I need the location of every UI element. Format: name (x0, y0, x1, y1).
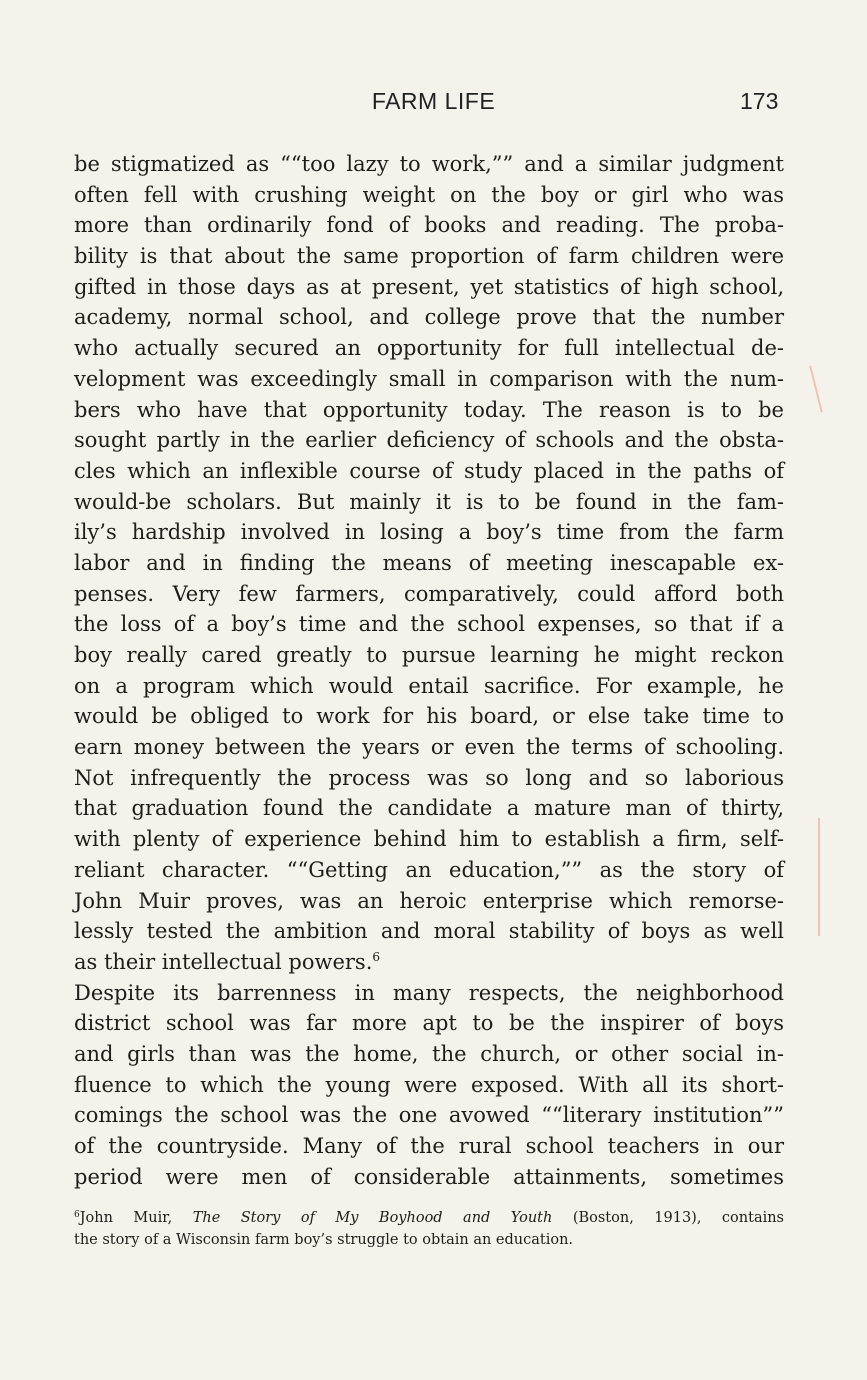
text-line: Not infrequently the process was so long and so laborious (74, 765, 784, 790)
text-line: bility is that about the same proportion of farm children were (74, 244, 784, 269)
text-line: on a program which would entail sacrifice. For example, he (74, 673, 784, 698)
text-line: academy, normal school, and college prove that the number (74, 305, 784, 330)
text-line: often fell with crushing weight on the boy or girl who was (74, 182, 784, 207)
text-line: sought partly in the earlier deficiency of schools and the obsta- (74, 428, 784, 453)
text-line: with plenty of experience behind him to establish a firm, self- (74, 827, 784, 852)
text-line: boy really cared greatly to pursue learning he might reckon (74, 643, 784, 667)
footnote-text: (Boston, 1913), contains (552, 1210, 784, 1226)
text-line: earn money between the years or even the terms of schooling. (74, 735, 784, 760)
text-line: cles which an inflexible course of study placed in the paths of (74, 458, 784, 483)
text-line: reliant character. ““Getting an education,”” as the story of (74, 857, 784, 882)
text-line-content: as their intellectual powers. (74, 949, 373, 974)
text-line: ily’s hardship involved in losing a boy’s time from the farm (74, 520, 784, 545)
running-title: FARM LIFE (371, 88, 496, 114)
footnote-line: the story of a Wisconsin farm boy’s struggle to obtain an education. (74, 1232, 574, 1248)
text-line: would-be scholars. But mainly it is to be found in the fam- (74, 489, 784, 514)
text-line: labor and in finding the means of meeting inescapable ex- (74, 550, 784, 575)
margin-pencil-mark (818, 818, 820, 936)
text-line: be stigmatized as ““too lazy to work,”” and a similar judgment (74, 152, 784, 176)
text-line: would be obliged to work for his board, or else take time to (74, 704, 784, 729)
text-line: the loss of a boy’s time and the school expenses, so that if a (74, 612, 784, 637)
text-line: gifted in those days as at present, yet statistics of high school, (74, 274, 784, 299)
running-head (0, 86, 867, 116)
text-line: John Muir proves, was an heroic enterprise which remorse- (74, 888, 784, 913)
footnote (74, 1207, 784, 1251)
text-line: velopment was exceedingly small in comparison with the num- (74, 366, 784, 391)
footnote-text: John Muir, (79, 1210, 193, 1226)
text-line-with-footnote (74, 947, 784, 978)
text-line: comings the school was the one avowed ““literary institution”” (74, 1103, 784, 1128)
text-line: who actually secured an opportunity for full intellectual de- (74, 336, 784, 361)
text-line: more than ordinarily fond of books and reading. The proba- (74, 213, 784, 238)
text-line-paragraph-start: Despite its barrenness in many respects, the neighborhood (74, 980, 784, 1005)
text-line: district school was far more apt to be the inspirer of boys (74, 1011, 784, 1036)
body-text (74, 149, 784, 1192)
text-line: and girls than was the home, the church, or other social in- (74, 1041, 784, 1066)
footnote-book-title: The Story of My Boyhood and Youth (192, 1210, 553, 1226)
page-number: 173 (740, 88, 779, 114)
footnote-line (74, 1207, 784, 1229)
text-line: lessly tested the ambition and moral stability of boys as well (74, 919, 784, 944)
text-line: of the countryside. Many of the rural school teachers in our (74, 1134, 784, 1158)
text-line: that graduation found the candidate a mature man of thirty, (74, 796, 784, 821)
footnote-marker: 6 (74, 1210, 80, 1220)
text-line: fluence to which the young were exposed. With all its short- (74, 1072, 784, 1097)
text-line: penses. Very few farmers, comparatively, could afford both (74, 581, 784, 606)
text-line: bers who have that opportunity today. The reason is to be (74, 397, 784, 422)
text-line: period were men of considerable attainments, sometimes (74, 1164, 784, 1189)
margin-pencil-mark (809, 365, 823, 412)
footnote-reference: 6 (372, 949, 381, 964)
